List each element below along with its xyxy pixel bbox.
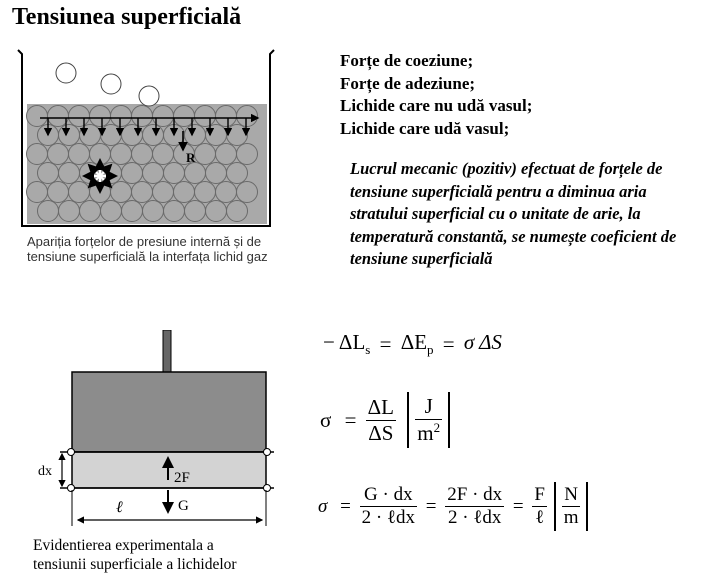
caption-line: tensiunii superficiale a lichidelor xyxy=(33,556,237,573)
frame-handle xyxy=(163,330,171,372)
fraction: $\frac{\Delta L}{\Delta S}$ xyxy=(367,394,395,445)
unit-bracket: $\frac{J}{m^2}$ xyxy=(407,392,450,448)
liquid-vessel-diagram xyxy=(0,0,300,240)
list-item: Lichide care nu udă vasul; xyxy=(340,96,533,115)
gas-molecule xyxy=(56,63,76,83)
definition-text: Lucrul mecanic (pozitiv) efectuat de forțele de tensiune superficială pentru a diminua aria stratului superficial cu o unitate de arie, la temperatură constantă, se numește coeficient de tensiune superficială xyxy=(350,159,677,268)
label-2f: 2F xyxy=(174,470,190,486)
fraction: $\frac{F}{\text{ℓ}}$ xyxy=(534,484,545,528)
wire-frame-diagram xyxy=(0,330,320,530)
wire-end xyxy=(264,485,271,492)
label-r: R xyxy=(186,150,196,165)
force-list xyxy=(340,50,532,140)
diagram1-caption: Apariția forțelor de presiune internă și de tensiune superficială la interfața lichid gaz xyxy=(27,234,268,264)
diagram2-caption xyxy=(33,536,313,574)
caption-line: Evidentierea experimentala a xyxy=(33,537,214,554)
formula-sigma-experiment: σ = $\frac{G \cdot dx}{\text{2 · ℓdx}}$ = $\frac{2F \cdot dx}{\text{2 · ℓdx}}$ = $\frac{F}{\text{ℓ}}$ $\frac{N}{m}$ xyxy=(318,482,588,531)
fraction: $\frac{2F \cdot dx}{\text{2 · ℓdx}}$ xyxy=(447,484,503,528)
gas-molecule xyxy=(139,86,159,106)
label-dx: dx xyxy=(38,464,52,479)
formula-sigma-definition: σ = $\frac{\Delta L}{\Delta S}$ $\frac{J}{m^2}$ xyxy=(320,392,450,448)
list-item: Lichide care udă vasul; xyxy=(340,118,510,138)
unit-bracket: $\frac{N}{m}$ xyxy=(554,482,589,531)
wire-end xyxy=(68,485,75,492)
fraction: $\frac{G \cdot dx}{\text{2 · ℓdx}}$ xyxy=(361,484,416,528)
formula-work-energy: − $\Delta L_s = \Delta E_p = \sigma$ ΔS xyxy=(323,330,502,358)
wire-end xyxy=(264,449,271,456)
list-item: Forțe de coeziune; xyxy=(340,51,474,70)
wire-end xyxy=(68,449,75,456)
label-g: G xyxy=(178,498,189,514)
film-top xyxy=(72,372,266,452)
page-title: Tensiunea superficială xyxy=(12,4,242,30)
list-item: Forțe de adeziune; xyxy=(340,73,476,93)
label-length: ℓ xyxy=(116,499,123,516)
gas-molecule xyxy=(101,74,121,94)
